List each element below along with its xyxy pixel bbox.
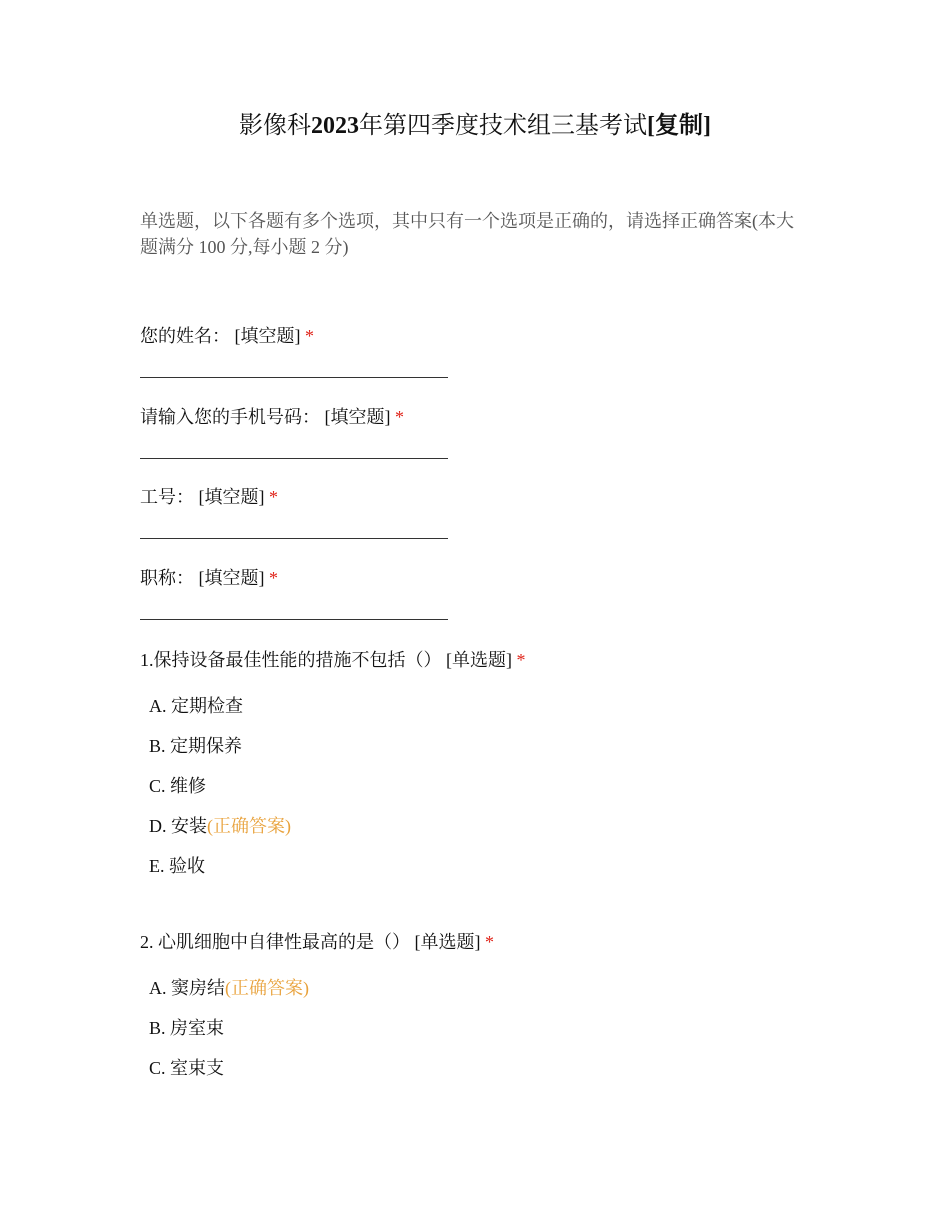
question-text-row bbox=[140, 647, 840, 673]
field-label-row bbox=[140, 565, 840, 591]
correct-answer-mark: (正确答案) bbox=[225, 978, 309, 998]
field-type: [填空题] bbox=[198, 487, 265, 507]
field-phone bbox=[140, 404, 840, 459]
field-type: [填空题] bbox=[324, 407, 391, 427]
title-prefix: 影像科 bbox=[239, 113, 311, 139]
title-year: 2023 bbox=[311, 113, 359, 139]
question-2 bbox=[140, 929, 840, 955]
name-answer-line[interactable] bbox=[140, 377, 448, 378]
field-employee-id bbox=[140, 484, 840, 539]
question-text: 2. 心肌细胞中自律性最高的是（） bbox=[140, 932, 410, 952]
title-suffix: [复制] bbox=[647, 113, 711, 139]
option-1c[interactable] bbox=[149, 773, 206, 799]
option-text: B. 房室束 bbox=[149, 1018, 225, 1038]
option-1d[interactable] bbox=[149, 813, 291, 839]
option-2a[interactable] bbox=[149, 975, 309, 1001]
required-mark: * bbox=[485, 932, 494, 952]
field-title bbox=[140, 565, 840, 620]
required-mark: * bbox=[269, 487, 278, 507]
option-text: A. 定期检查 bbox=[149, 696, 243, 716]
option-2c[interactable] bbox=[149, 1055, 224, 1081]
required-mark: * bbox=[516, 650, 526, 670]
field-label: 请输入您的手机号码： bbox=[140, 407, 320, 427]
field-label: 职称： bbox=[140, 568, 194, 588]
option-text: C. 室束支 bbox=[149, 1058, 225, 1078]
field-type: [填空题] bbox=[234, 326, 301, 346]
question-text: 1.保持设备最佳性能的措施不包括（） bbox=[140, 650, 442, 670]
field-label-row bbox=[140, 484, 840, 510]
employee-id-answer-line[interactable] bbox=[140, 538, 448, 539]
option-1a[interactable] bbox=[149, 693, 243, 719]
question-type: [单选题] bbox=[414, 932, 481, 952]
phone-answer-line[interactable] bbox=[140, 458, 448, 459]
field-label: 工号： bbox=[140, 487, 194, 507]
job-title-answer-line[interactable] bbox=[140, 619, 448, 620]
option-text: B. 定期保养 bbox=[149, 736, 243, 756]
required-mark: * bbox=[305, 326, 314, 346]
option-text: C. 维修 bbox=[149, 776, 207, 796]
question-1 bbox=[140, 647, 840, 673]
option-text: A. 窦房结 bbox=[149, 978, 225, 998]
field-label: 您的姓名： bbox=[140, 326, 230, 346]
question-type: [单选题] bbox=[446, 650, 512, 670]
option-1e[interactable] bbox=[149, 853, 205, 879]
field-name bbox=[140, 323, 840, 378]
option-1b[interactable] bbox=[149, 733, 242, 759]
field-label-row bbox=[140, 323, 840, 349]
field-label-row bbox=[140, 404, 840, 430]
option-text: D. 安装 bbox=[149, 816, 207, 836]
title-middle: 年第四季度技术组三基考试 bbox=[359, 113, 647, 139]
document-title bbox=[0, 108, 950, 144]
option-text: E. 验收 bbox=[149, 856, 205, 876]
required-mark: * bbox=[269, 568, 278, 588]
section-intro: 单选题，以下各题有多个选项，其中只有一个选项是正确的，请选择正确答案(本大题满分 100 分,每小题 2 分) bbox=[140, 211, 794, 257]
correct-answer-mark: (正确答案) bbox=[207, 816, 291, 836]
field-type: [填空题] bbox=[198, 568, 265, 588]
option-2b[interactable] bbox=[149, 1015, 224, 1041]
question-text-row bbox=[140, 929, 840, 955]
required-mark: * bbox=[395, 407, 404, 427]
